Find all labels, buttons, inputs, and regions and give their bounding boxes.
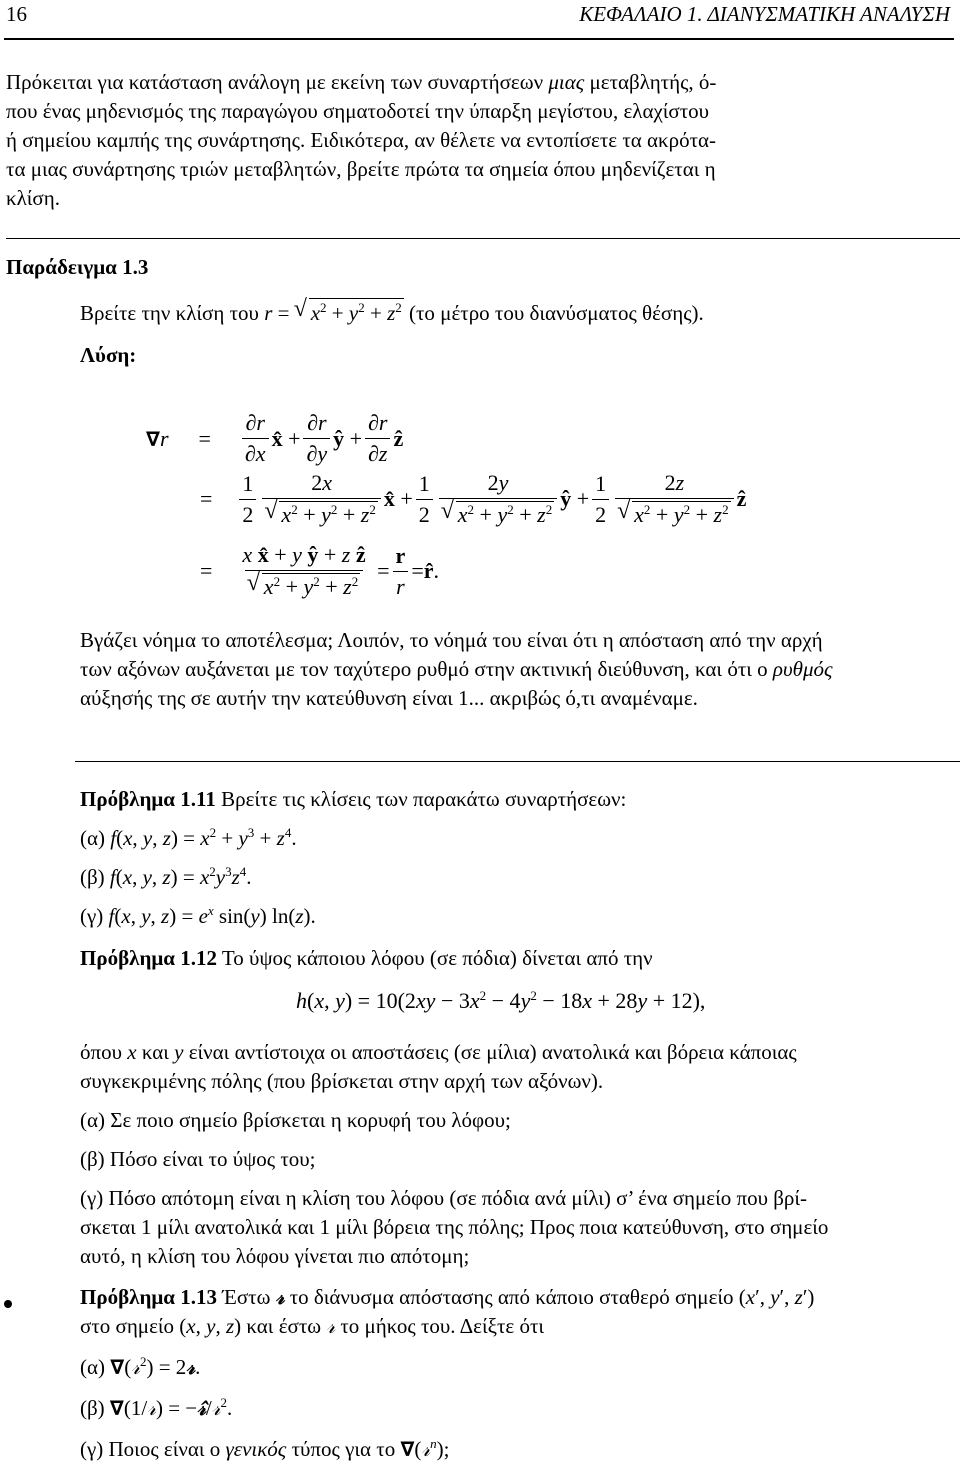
problem-1-13-b: (β) ∇(1/𝓇) = −𝓇̂/𝓇$^2$. (80, 1395, 233, 1420)
problem-1-12-b: (β) Πόσο είναι το ύψος του; (80, 1147, 316, 1171)
problem-1-12 (80, 944, 956, 973)
problem-1-11-c: (γ) f(x, y, $z) = e^x$ sin(y) ln(z). (80, 903, 316, 928)
problem-1-13-a: (α) ∇(𝓇$^2$) = 2𝓇. (80, 1354, 201, 1379)
discussion-line-3: αύξησής της σε αυτήν την κατεύθυνση είναι 1... ακριβώς ό,τι αναμέναμε. (80, 686, 698, 710)
intro-line-5: κλίση. (6, 186, 60, 210)
page-number: 16 (6, 2, 27, 26)
problem-1-12-line-2: όπου x και y είναι αντίστοιχα οι αποστάσεις (σε μίλια) ανατολικά και βόρεια κάποιας (80, 1040, 797, 1064)
problem-1-12-a: (α) Σε ποιο σημείο βρίσκεται η κορυφή του λόφου; (80, 1108, 511, 1132)
gradient-eq-line-3: = x x̂ + y ŷ + z ẑ √ $x^2 + y^2 + z^2$ = $\frac{r}{r}$ = r̂ . (200, 542, 439, 600)
problem-1-11-b: (β) f(x, y, $z) = x^2y^3z^4$. (80, 864, 252, 889)
gradient-eq-line-2: = $\frac{1}{2}$ 2x √ $x^2 + y^2 + z^2$ x̂ + $\frac{1}{2}$ 2y √ $x^2 + y^2 + z^2$ ŷ + $\frac{1}{2}$ 2z √ $x^2 + y^2 + z^2$ ẑ (200, 470, 746, 528)
example-rule (6, 238, 960, 239)
gradient-eq-line-1: ∇ r = $\frac{\partial r}{\partial x}$ x̂ + $\frac{\partial r}{\partial y}$ ŷ + $\frac{\partial r}{\partial z}$ ẑ (146, 410, 404, 466)
discussion-line-1: Βγάζει νόημα το αποτέλεσμα; Λοιπόν, το νόημά του είναι ότι η απόσταση από την αρχή (80, 628, 823, 652)
example-heading: Παράδειγμα 1.3 (6, 255, 149, 279)
problem-1-12-c1: (γ) Πόσο απότομη είναι η κλίση του λόφου (σε πόδια ανά μίλι) σ’ ένα σημείο που βρί- (80, 1186, 808, 1210)
intro-line-4: τα μιας συνάρτησης τριών μεταβλητών, βρείτε πρώτα τα σημεία όπου μηδενίζεται η (6, 157, 716, 181)
problem-1-12-line-3: συγκεκριμένης πόλης (που βρίσκεται στην αρχή των αξόνων). (80, 1069, 604, 1093)
solution-label: Λύση: (80, 343, 137, 367)
intro-paragraph (6, 68, 956, 213)
running-title: ΚΕΦΑΛΑΙΟ 1. ΔΙΑΝΥΣΜΑΤΙΚΗ ΑΝΑΛΥΣΗ (579, 2, 950, 26)
section-rule (75, 761, 960, 762)
discussion-paragraph (80, 626, 956, 713)
problem-1-12-c2: σκεται 1 μίλι ανατολικά και 1 μίλι βόρεια της πόλης; Προς ποια κατεύθυνση, στο σημείο (80, 1215, 829, 1239)
problem-1-13-c: (γ) Ποιος είναι ο γενικός τύπος για το ∇(𝓇$^n$); (80, 1436, 450, 1461)
intro-line-3: ή σημείου καμπής της συνάρτησης. Ειδικότερα, αν θέλετε να εντοπίσετε τα ακρότα- (6, 128, 717, 152)
intro-line-1: Πρόκειται για κατάσταση ανάλογη με εκείνη των συναρτήσεων μιας μεταβλητής, ό- (6, 70, 717, 94)
problem-1-13-statement: Πρόβλημα 1.13 Έστω 𝓇 το διάνυσμα απόστασης από κάποιο σταθερό σημείο (x′, y′, z′) (80, 1285, 815, 1309)
margin-bullet (4, 1300, 12, 1308)
problem-1-12-statement: Πρόβλημα 1.12 Το ύψος κάποιου λόφου (σε πόδια) δίνεται από την (80, 946, 653, 970)
intro-line-2: που ένας μηδενισμός της παραγώγου σηματοδοτεί την ύπαρξη μεγίστου, ελαχίστου (6, 99, 710, 123)
example-statement: Βρείτε την κλίση του r = √ $x^2 + y^2 + z^2$ (το μέτρο του διανύσματος θέσης). (80, 298, 704, 328)
problem-1-12-c3: αυτό, η κλίση του λόφου γίνεται πιο απότομη; (80, 1244, 470, 1268)
header-rule (4, 38, 954, 40)
problem-1-13 (80, 1283, 960, 1464)
problem-1-13-line-2: στο σημείο (x, y, z) και έστω 𝓇 το μήκος του. Δείξτε ότι (80, 1314, 545, 1338)
problem-1-11-statement: Πρόβλημα 1.11 Βρείτε τις κλίσεις των παρακάτω συναρτήσεων: (80, 787, 627, 811)
discussion-line-2: των αξόνων αυξάνεται με τον ταχύτερο ρυθμό στην ακτινική διεύθυνση, και ότι ο ρυθμός (80, 657, 833, 681)
problem-1-11-a: (α) f(x, y, $z) = x^2 + y^3 + z^4$. (80, 825, 297, 850)
height-equation: h(x, $y) = 10(2xy - 3x^2 - 4y^2 - 18x + 28y + 12)$, (296, 988, 706, 1013)
problem-1-12-body (80, 1038, 956, 1271)
problem-1-11 (80, 785, 950, 931)
